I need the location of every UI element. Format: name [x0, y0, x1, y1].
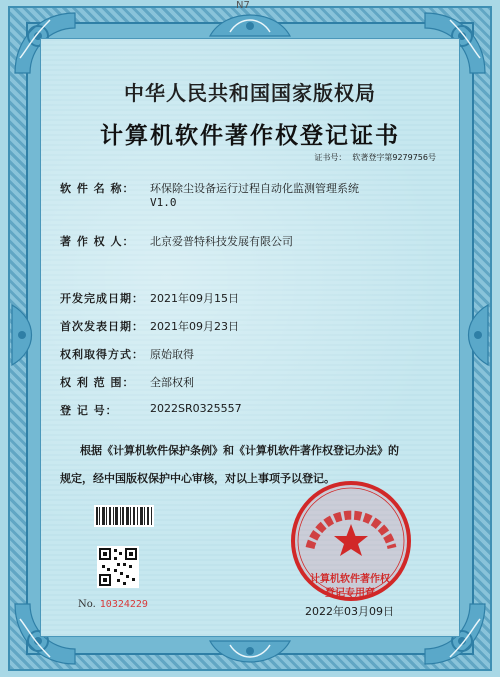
- field-acquire: [60, 346, 194, 362]
- field-label: 权利取得方式：: [60, 348, 144, 361]
- side-medallion-icon: [10, 300, 40, 370]
- field-value: [150, 180, 359, 209]
- seal-text-line-1: 计算机软件著作权: [310, 574, 390, 585]
- field-label: 首次发表日期：: [60, 320, 144, 333]
- field-owner: [60, 233, 293, 249]
- field-value: 原始取得: [150, 348, 194, 361]
- software-name: 环保除尘设备运行过程自动化监测管理系统: [150, 182, 359, 195]
- certificate-number: [308, 152, 436, 163]
- field-label: 权 利 范 围：: [60, 376, 135, 389]
- field-value: 全部权利: [150, 376, 194, 389]
- side-medallion-icon: [460, 300, 490, 370]
- field-scope: [60, 374, 194, 390]
- cert-no-value: 软著登字第9279756号: [352, 153, 436, 162]
- software-version: V1.0: [150, 196, 177, 209]
- field-label: 软 件 名 称：: [60, 182, 135, 195]
- declaration-line-2: 规定，经中国版权保护中心审核，对以上事项予以登记。: [60, 472, 335, 485]
- field-software-name: [60, 180, 359, 209]
- field-reg-no: [60, 402, 242, 418]
- top-medallion-icon: [205, 6, 295, 40]
- seal-text-line-2: 登记专用章: [325, 588, 375, 599]
- field-dev-date: [60, 290, 239, 306]
- field-value: 2021年09月23日: [150, 320, 239, 333]
- field-value: 北京爱普特科技发展有限公司: [150, 235, 293, 248]
- field-pub-date: [60, 318, 239, 334]
- field-label: 著 作 权 人：: [60, 235, 135, 248]
- serial-value: 10324229: [99, 599, 148, 610]
- declaration-line-1: 根据《计算机软件保护条例》和《计算机软件著作权登记办法》的: [80, 444, 399, 457]
- field-value: 2021年09月15日: [150, 292, 239, 305]
- qr-code-icon: [97, 546, 139, 588]
- barcode-icon: [94, 505, 154, 527]
- field-label: 登 记 号：: [60, 404, 118, 417]
- issuer-title: 中华人民共和国国家版权局: [124, 81, 376, 105]
- field-value: 2022SR0325557: [150, 402, 242, 415]
- corner-mark: N7: [236, 0, 250, 11]
- cert-no-label: 证书号：: [314, 153, 347, 162]
- field-label: 开发完成日期：: [60, 292, 144, 305]
- serial-number: [78, 599, 148, 610]
- bottom-medallion-icon: [205, 637, 295, 673]
- serial-label: No.: [78, 599, 96, 610]
- certificate-title: 计算机软件著作权登记证书: [100, 122, 400, 149]
- issue-date: 2022年03月09日: [305, 605, 394, 618]
